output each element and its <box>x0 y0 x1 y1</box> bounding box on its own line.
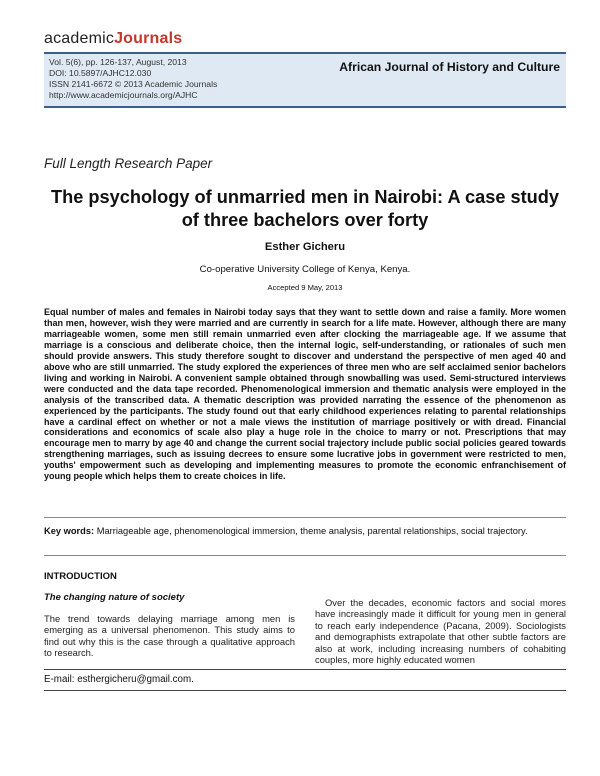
logo-suffix: Journals <box>114 30 183 47</box>
journal-url[interactable]: http://www.academicjournals.org/AJHC <box>49 90 198 100</box>
section-heading: INTRODUCTION <box>44 571 117 582</box>
paper-title: The psychology of unmarried men in Nairobi: A case study of three bachelors over forty <box>51 187 559 230</box>
volume-line: Vol. 5(6), pp. 126-137, August, 2013 <box>49 57 187 67</box>
publication-info-box <box>44 52 566 108</box>
logo-prefix: academic <box>44 30 115 47</box>
subsection-heading: The changing nature of society <box>44 592 185 603</box>
body-column-left: The trend towards delaying marriage among men is emerging as a universal phenomenon. This study aims to find out why this is the case through a qualitative approach to research. <box>44 613 295 659</box>
paper-type: Full Length Research Paper <box>44 156 213 171</box>
abstract: Equal number of males and females in Nairobi today says that they want to settle down and raise a family. More women than men, however, wish they were married and are currently in search for a life mate. However, although there are many marriageable women, some men still remain unmarried even after clocking the marriageable age. If we assume that marriage is a conscious and deliberate choice, then the internal logic, self-understanding, or rationales of such men should provide answers. This study therefore sought to discover and understand the perspective of men aged 40 and above who are still unmarried. The study explored the experiences of three men who are self acclaimed senior bachelors living and working in Nairobi. A convenient sample obtained through snowballing was used. Semi-structured interviews were conducted and the data tape recorded. Phenomenological immersion and thematic analysis were employed in the analysis of the transcribed data. A thematic description was provided narrating the essence of the phenomenon as experienced by the participants. The study found out that early childhood experiences relating to parental relationships have a cardinal effect on whether or not a male views the institution of marriage positively or with dread. Financial considerations and economics of scale also play a huge role in the choice to marry or not. Prescriptions that may encourage men to marry by age 40 and change the current social trajectory include public social policies geared towards strengthening marriages, such as issuing decrees to ensure some lucrative jobs in government were restricted to men, youths' empowerment such as developing and implementing measures to promote the economic enfranchisement of young people which helps them to create choices in life. <box>44 307 566 482</box>
doi-line: DOI: 10.5897/AJHC12.030 <box>49 68 152 78</box>
divider <box>44 517 566 518</box>
author-name: Esther Gicheru <box>264 241 346 253</box>
issn-line: ISSN 2141-6672 © 2013 Academic Journals <box>49 79 218 89</box>
journal-logo <box>44 30 182 48</box>
keywords-text: Marriageable age, phenomenological immersion, theme analysis, parental relationships, social trajectory. <box>96 526 528 536</box>
author-email[interactable]: E-mail: esthergicheru@gmail.com. <box>44 669 566 691</box>
divider <box>44 555 566 556</box>
body-column-right: Over the decades, economic factors and social mores have increasingly made it difficult for young men in general to reach early independence (Pacana, 2009). Sociologists and demographists extrapolate that other subtle factors are also at work, including increasing numbers of cohabiting couples, more highly educated women <box>315 597 566 666</box>
keywords-label: Key words: <box>44 526 95 536</box>
author-affiliation: Co-operative University College of Kenya, Kenya. <box>199 264 411 275</box>
publication-details <box>49 57 217 101</box>
journal-name: African Journal of History and Culture <box>339 60 560 74</box>
accepted-date: Accepted 9 May, 2013 <box>267 283 343 292</box>
keywords <box>44 526 566 538</box>
